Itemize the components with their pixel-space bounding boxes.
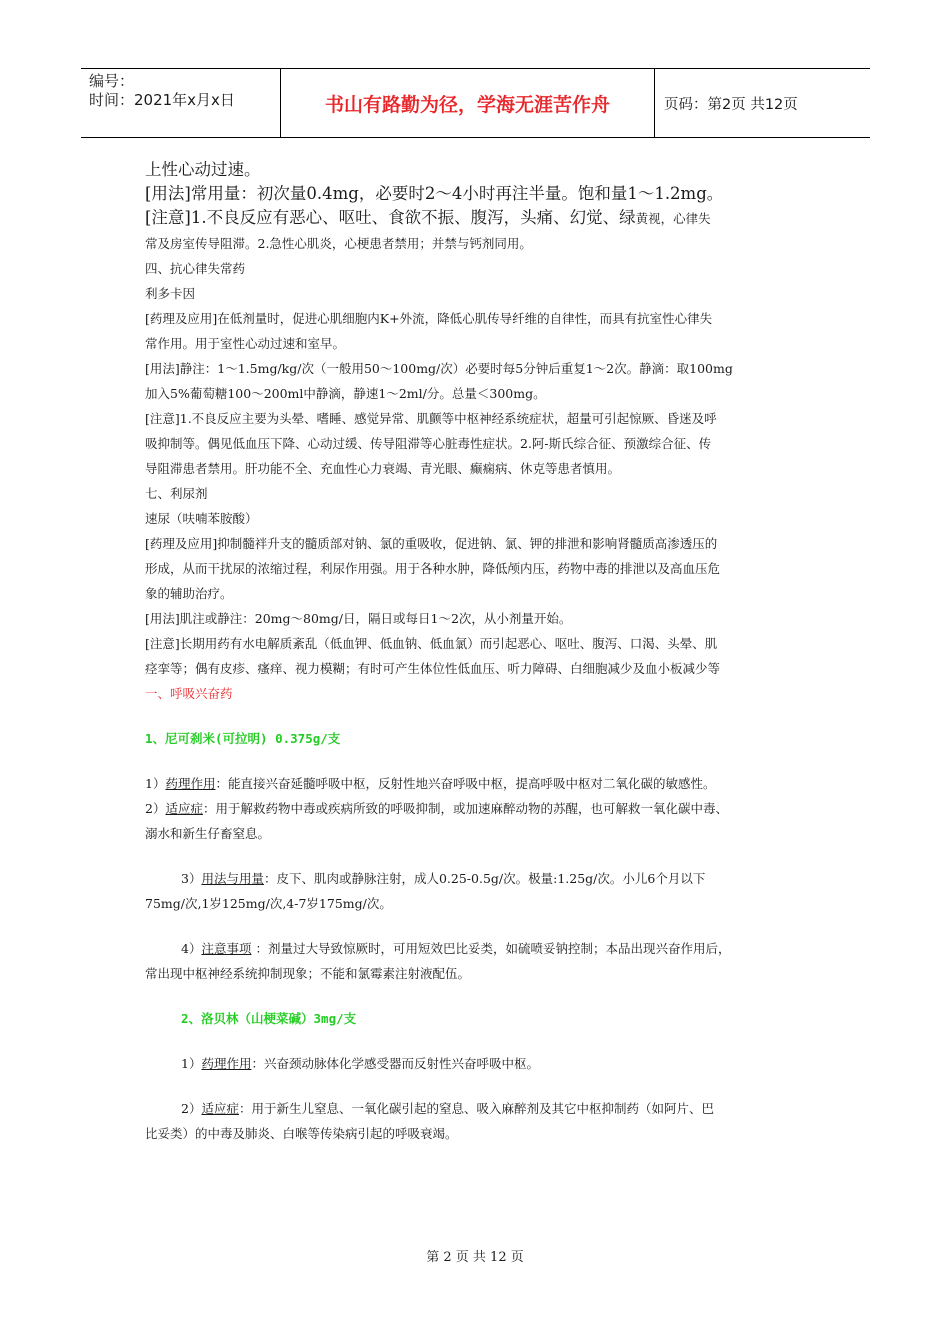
- page-footer: 第 2 页 共 12 页: [426, 1250, 524, 1265]
- header-page-label: 页码：第2页 共12页: [664, 96, 798, 113]
- text-line: 导阻滞患者禁用。肝功能不全、充血性心力衰竭、青光眼、癫痫病、休克等患者慎用。: [145, 461, 621, 476]
- text-line: [药理及应用]抑制髓袢升支的髓质部对钠、氯的重吸收，促进钠、氯、钾的排泄和影响肾髓质高渗透压的: [145, 536, 718, 551]
- drug-name: 速尿（呋喃苯胺酸）: [145, 511, 258, 526]
- text-line: 溺水和新生仔畜窒息。: [145, 826, 271, 841]
- item-text: ：能直接兴奋延髓呼吸中枢，反射性地兴奋呼吸中枢，提高呼吸中枢对二氧化碳的敏感性。: [215, 776, 716, 791]
- section-heading-red: 一、呼吸兴奋药: [145, 686, 233, 701]
- text-line: 常作用。用于室性心动过速和室早。: [145, 336, 346, 351]
- drug-heading: 1、尼可刹米(可拉明) 0.375g/支: [145, 731, 341, 746]
- text-line: [用法]静注：1～1.5mg/kg/次（一般用50～100mg/次）必要时每5分钟后重复1～2次。静滴：取100mg: [145, 361, 733, 376]
- text-line: 常出现中枢神经系统抑制现象；不能和氯霉素注射液配伍。: [145, 966, 471, 981]
- text-line: 75mg/次,1岁125mg/次,4-7岁175mg/次。: [145, 896, 392, 911]
- text-line: 上性心动过速。: [145, 160, 261, 179]
- item-text: ：用于解救药物中毒或疾病所致的呼吸抑制，或加速麻醉动物的苏醒，也可解救一氧化碳中毒、: [202, 801, 728, 816]
- paragraph: [145, 1096, 810, 1121]
- text-line: 吸抑制等。偶见低血压下降、心动过缓、传导阻滞等心脏毒性症状。2.阿-斯氏综合征、预激综合征、传: [145, 436, 712, 451]
- drug-heading: 2、洛贝林（山梗菜碱）3mg/支: [181, 1011, 357, 1026]
- time-label: 时间：2021年x月x日: [89, 91, 235, 109]
- item-number: 1）: [145, 776, 166, 791]
- paragraph: [145, 771, 810, 796]
- text-line: [注意]长期用药有水电解质紊乱（低血钾、低血钠、低血氯）而引起恶心、呕吐、腹泻、口渴、头晕、肌: [145, 636, 718, 651]
- item-term: 适应症: [201, 1101, 239, 1116]
- item-term: 注意事项: [201, 941, 252, 956]
- item-number: 1）: [181, 1056, 202, 1071]
- paragraph: [145, 796, 810, 821]
- text-line: [用法]肌注或静注：20mg～80mg/日，隔日或每日1～2次，从小剂量开始。: [145, 611, 572, 626]
- text-line: 比妥类）的中毒及肺炎、白喉等传染病引起的呼吸衰竭。: [145, 1126, 458, 1141]
- item-term: 用法与用量: [201, 871, 264, 886]
- header-table: [81, 68, 870, 138]
- item-number: 4）: [181, 941, 202, 956]
- text-line: 象的辅助治疗。: [145, 586, 233, 601]
- text-span: [注意]1.不良反应有恶心、呕吐、食欲不振、腹泻，头痛、幻觉、绿: [145, 208, 636, 227]
- section-heading: 七、利尿剂: [145, 486, 208, 501]
- section-heading: 四、抗心律失常药: [145, 261, 246, 276]
- text-line: 形成，从而干扰尿的浓缩过程，利尿作用强。用于各种水肿，降低颅内压，药物中毒的排泄以及高血压危: [145, 561, 721, 576]
- header-meta-cell: [81, 69, 281, 137]
- item-text: ：剂量过大导致惊厥时，可用短效巴比妥类，如硫喷妥钠控制；本品出现兴奋作用后，: [251, 941, 731, 956]
- item-term: 适应症: [165, 801, 203, 816]
- text-line: [145, 206, 810, 231]
- item-text: ：皮下、肌肉或静脉注射，成人0.25-0.5g/次。极量:1.25g/次。小儿6个月以下: [263, 871, 706, 886]
- drug-name: 利多卡因: [145, 286, 196, 301]
- number-label: 编号：: [89, 72, 135, 90]
- item-number: 2）: [181, 1101, 202, 1116]
- paragraph: [145, 866, 810, 891]
- header-motto: 书山有路勤为径，学海无涯苦作舟: [281, 69, 655, 137]
- text-line: 加入5%葡萄糖100～200ml中静滴，静速1～2ml/分。总量＜300mg。: [145, 386, 546, 401]
- item-number: 3）: [181, 871, 202, 886]
- item-term: 药理作用: [165, 776, 216, 791]
- item-text: ：兴奋颈动脉体化学感受器而反射性兴奋呼吸中枢。: [251, 1056, 539, 1071]
- text-span: 黄视，心律失: [635, 211, 711, 226]
- item-number: 2）: [145, 801, 166, 816]
- text-line: [药理及应用]在低剂量时，促进心肌细胞内K+外流，降低心肌传导纤维的自律性，而具有抗室性心律失: [145, 311, 713, 326]
- text-line: 常及房室传导阻滞。2.急性心肌炎，心梗患者禁用；并禁与钙剂同用。: [145, 236, 532, 251]
- paragraph: [145, 936, 810, 961]
- item-text: ：用于新生儿窒息、一氧化碳引起的窒息、吸入麻醉剂及其它中枢抑制药（如阿片、巴: [238, 1101, 714, 1116]
- document-body: [145, 158, 810, 1146]
- item-term: 药理作用: [201, 1056, 252, 1071]
- paragraph: [145, 1051, 810, 1076]
- text-line: 痉挛等；偶有皮疹、瘙痒、视力模糊；有时可产生体位性低血压、听力障碍、白细胞减少及血小板减少等: [145, 661, 721, 676]
- text-line: [用法]常用量：初次量0.4mg，必要时2～4小时再注半量。饱和量1～1.2mg。: [145, 184, 724, 203]
- text-line: [注意]1.不良反应主要为头晕、嗜睡、感觉异常、肌颤等中枢神经系统症状，超量可引起惊厥、昏迷及呼: [145, 411, 717, 426]
